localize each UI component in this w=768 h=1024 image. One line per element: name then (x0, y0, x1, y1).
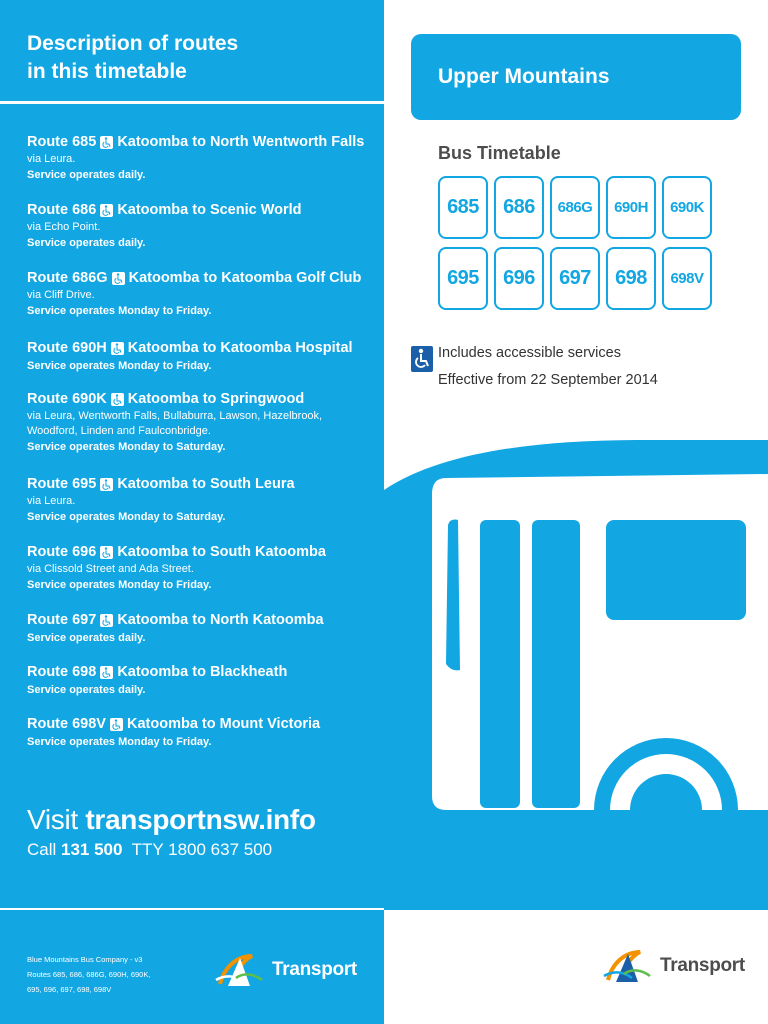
route-destination: Katoomba to North Wentworth Falls (117, 134, 365, 150)
route-title (27, 132, 377, 152)
route-via: via Echo Point. (27, 221, 101, 233)
route-title (27, 662, 377, 682)
route-number: Route 690H (27, 340, 107, 356)
accessible-note: Includes accessible services (438, 345, 621, 361)
route-item (27, 200, 377, 251)
bus-illustration (384, 430, 768, 910)
route-service-days: Service operates Monday to Friday. (27, 360, 212, 372)
title-line-1: Description of routes (27, 32, 239, 55)
transport-logo (214, 950, 357, 990)
route-title (27, 714, 377, 734)
wheelchair-icon (111, 342, 124, 355)
route-title (27, 338, 377, 358)
transport-logo (602, 946, 745, 986)
route-item (27, 610, 377, 646)
route-title (27, 610, 377, 630)
routes-header (0, 0, 384, 104)
route-number: Route 686 (27, 202, 97, 218)
wheelchair-icon (112, 272, 125, 285)
route-service-days: Service operates Monday to Friday. (27, 579, 212, 591)
title-line-2: in this timetable (27, 60, 187, 83)
route-number: Route 686G (27, 270, 108, 286)
fine-print (27, 952, 197, 997)
route-service-days: Service operates daily. (27, 237, 146, 249)
wheelchair-icon (100, 546, 113, 559)
route-number: Route 698 (27, 664, 97, 680)
route-via: via Leura. (27, 495, 76, 507)
fine-print-line: Blue Mountains Bus Company - v3 (27, 955, 143, 964)
route-destination: Katoomba to South Leura (117, 476, 295, 492)
region-banner (411, 34, 741, 120)
route-service-days: Service operates Monday to Friday. (27, 305, 212, 317)
route-item (27, 662, 377, 698)
route-number: Route 695 (27, 476, 97, 492)
route-item (27, 132, 377, 183)
wheelchair-icon (111, 393, 124, 406)
route-title (27, 542, 377, 562)
wheelchair-icon (100, 136, 113, 149)
wheelchair-icon (411, 346, 433, 372)
route-title (27, 200, 377, 220)
route-item (27, 542, 377, 593)
route-chip: 690H (606, 176, 656, 239)
route-service-days: Service operates Monday to Saturday. (27, 511, 226, 523)
route-chip: 686 (494, 176, 544, 239)
call-number[interactable]: 131 500 (61, 840, 123, 859)
routes-header-title (27, 30, 367, 86)
route-item (27, 389, 377, 455)
wheelchair-icon (100, 666, 113, 679)
route-number: Route 690K (27, 391, 107, 407)
route-title (27, 389, 377, 409)
route-chip: 686G (550, 176, 600, 239)
route-chip: 685 (438, 176, 488, 239)
tty-number[interactable]: TTY 1800 637 500 (131, 840, 273, 859)
route-via: via Cliff Drive. (27, 289, 95, 301)
route-service-days: Service operates daily. (27, 684, 146, 696)
route-chip: 698V (662, 247, 712, 310)
route-item (27, 714, 377, 750)
timetable-label: Bus Timetable (438, 143, 561, 163)
route-destination: Katoomba to Mount Victoria (126, 716, 321, 732)
region-title: Upper Mountains (438, 65, 610, 88)
cover-panel (384, 0, 768, 1024)
transport-logo-icon (214, 950, 270, 990)
left-footer (0, 908, 384, 1024)
route-service-days: Service operates daily. (27, 169, 146, 181)
wheelchair-icon (100, 478, 113, 491)
route-chip: 698 (606, 247, 656, 310)
visit-line (27, 802, 316, 838)
route-destination: Katoomba to Scenic World (117, 202, 302, 218)
route-service-days: Service operates Monday to Saturday. (27, 441, 226, 453)
wheelchair-icon (100, 614, 113, 627)
route-number: Route 696 (27, 544, 97, 560)
route-destination: Katoomba to Katoomba Hospital (127, 340, 353, 356)
effective-date: Effective from 22 September 2014 (438, 372, 658, 388)
fine-print-line: 695, 696, 697, 698, 698V (27, 985, 112, 994)
route-service-days: Service operates daily. (27, 632, 146, 644)
route-via: via Leura. (27, 153, 76, 165)
visit-website-link[interactable]: transportnsw.info (85, 804, 316, 835)
route-item (27, 268, 377, 319)
route-chip: 696 (494, 247, 544, 310)
visit-prefix: Visit (27, 804, 86, 835)
route-chip: 697 (550, 247, 600, 310)
route-destination: Katoomba to South Katoomba (117, 544, 326, 560)
call-line (27, 838, 272, 862)
fine-print-line: Routes 685, 686, 686G, 690H, 690K, (27, 970, 151, 979)
route-item (27, 474, 377, 525)
wheelchair-icon (110, 718, 123, 731)
route-number: Route 697 (27, 612, 97, 628)
route-title (27, 268, 377, 288)
route-destination: Katoomba to Katoomba Golf Club (128, 270, 362, 286)
route-via: Woodford, Linden and Faulconbridge. (27, 425, 211, 437)
route-service-days: Service operates Monday to Friday. (27, 736, 212, 748)
route-title (27, 474, 377, 494)
transport-logo-word: Transport (660, 955, 745, 976)
wheelchair-icon (100, 204, 113, 217)
call-prefix: Call (27, 840, 62, 859)
route-chip: 690K (662, 176, 712, 239)
route-chip: 695 (438, 247, 488, 310)
route-number: Route 685 (27, 134, 97, 150)
route-destination: Katoomba to Blackheath (117, 664, 288, 680)
route-item (27, 338, 377, 374)
route-destination: Katoomba to North Katoomba (117, 612, 324, 628)
route-via: via Clissold Street and Ada Street. (27, 563, 194, 575)
route-via: via Leura, Wentworth Falls, Bullaburra, Lawson, Hazelbrook, (27, 410, 323, 422)
transport-logo-word: Transport (272, 959, 357, 980)
route-destination: Katoomba to Springwood (127, 391, 305, 407)
transport-logo-icon (602, 946, 658, 986)
route-number: Route 698V (27, 716, 106, 732)
